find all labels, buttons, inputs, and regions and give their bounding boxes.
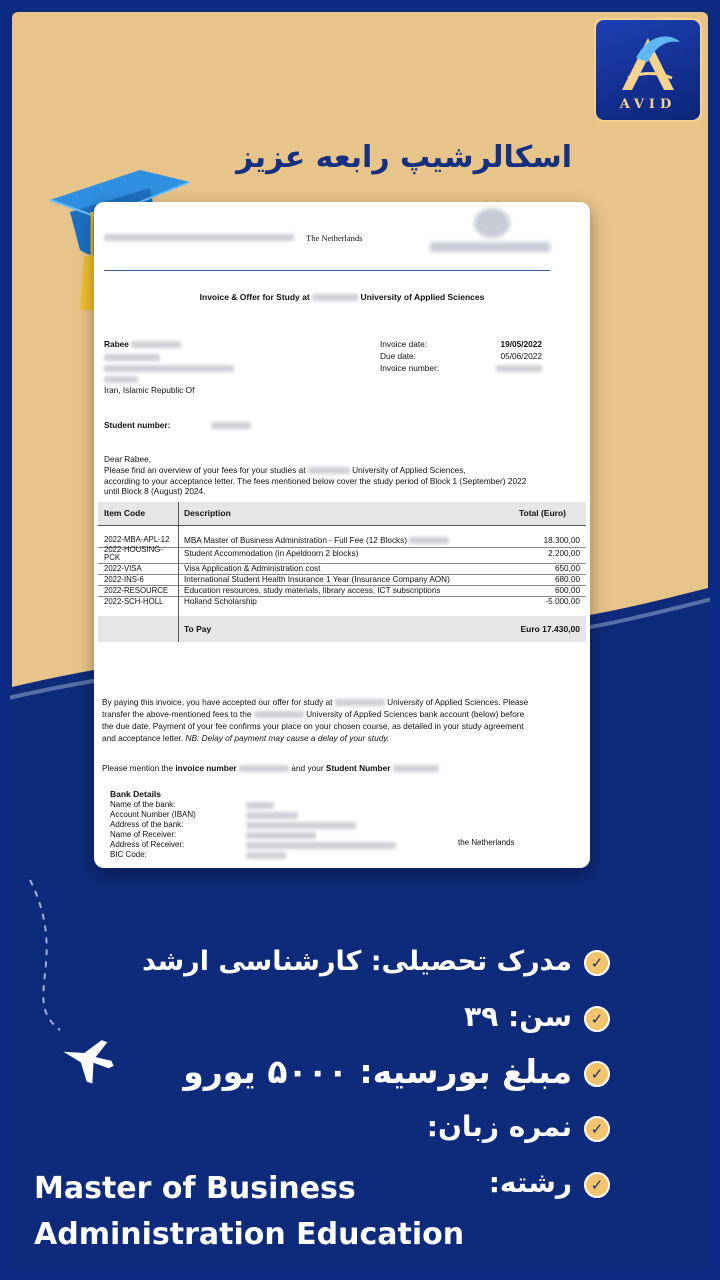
redacted-bank-values <box>246 800 396 860</box>
major-text: Master of Business Administration Education <box>34 1171 465 1252</box>
logo-text: AVID <box>619 97 677 112</box>
table-row-desc: Student Accommodation (in Apeldoorn 2 blocks) <box>184 549 359 558</box>
airplane-icon <box>56 1030 116 1090</box>
meta-label: Invoice date: <box>380 339 428 349</box>
meta-label: Due date: <box>380 351 416 361</box>
table-row-amount: 680,00 <box>554 575 580 584</box>
student-number-label: Student number: <box>104 420 251 431</box>
bank-label: Name of Receiver: <box>110 830 177 839</box>
total-value: Euro 17.430,00 <box>520 624 580 634</box>
table-row-code: 2022-HOUSING-PCK <box>104 545 163 563</box>
recipient-country: Iran, Islamic Republic Of <box>104 385 195 395</box>
logo-bird-icon <box>614 28 684 98</box>
table-row-amount: 650,00 <box>554 564 580 573</box>
meta-value-redacted <box>474 363 542 374</box>
table-row-desc: Holland Scholarship <box>184 597 257 606</box>
age-text: سن: ۳۹ <box>464 1000 572 1033</box>
table-row-code: 2022-VISA <box>104 564 142 573</box>
university-crest <box>474 208 510 238</box>
total-label: To Pay <box>184 624 212 634</box>
meta-value: 19/05/2022 <box>500 339 542 349</box>
intro-paragraph: Dear Rabee, Please find an overview of your fees for your studies at University of Applied Sciences, according to your acceptance letter. The fees mentioned below cover the study period of Block 1 (September) 2022 until Block 8 (August) 2024. <box>104 454 527 497</box>
col-description: Description <box>184 508 231 518</box>
invoice-document <box>94 202 590 868</box>
meta-label: Invoice number: <box>380 363 440 373</box>
recipient-name: Rabee <box>104 339 181 350</box>
language-text: نمره زبان: <box>426 1110 572 1143</box>
table-row-code: 2022-INS-6 <box>104 575 144 584</box>
redacted-address-lines <box>104 352 234 384</box>
check-circle-icon: ✓ <box>584 950 610 976</box>
avid-logo <box>594 18 702 122</box>
check-circle-icon: ✓ <box>584 1116 610 1142</box>
invoice-title: Invoice & Offer for Study at University of Applied Sciences <box>199 292 485 302</box>
bank-label: Address of the bank: <box>110 820 184 829</box>
check-circle-icon: ✓ <box>584 1172 610 1198</box>
university-name-logo <box>430 242 550 252</box>
meta-value: 05/06/2022 <box>500 351 542 361</box>
table-row-amount: -5.000,00 <box>545 597 580 606</box>
header-rule <box>104 270 550 271</box>
payment-paragraph: By paying this invoice, you have accepted our offer for study at University of Applied Sciences. Please transfer the above-mentioned fees to the University of Applied Sciences bank account (below) before the due date. Payment of your fee confirms your place on your chosen course, as detailed in your study agreement and acceptance letter. NB: Delay of payment may cause a delay of your study. <box>102 697 529 744</box>
table-row-desc: MBA Master of Business Administration - Full Fee (12 Blocks) <box>184 536 449 547</box>
table-row-code: 2022-MBA-APL-12 <box>104 535 170 544</box>
degree-text: مدرک تحصیلی: کارشناسی ارشد <box>142 946 572 977</box>
col-total: Total (Euro) <box>518 508 566 518</box>
major-label: رشته: <box>488 1166 572 1199</box>
check-circle-icon: ✓ <box>584 1006 610 1032</box>
table-row-desc: International Student Health Insurance 1 Year (Insurance Company AON) <box>184 575 450 584</box>
table-row-amount: 600,00 <box>554 586 580 595</box>
bank-label: Account Number (IBAN) <box>110 810 196 819</box>
bank-details-title: Bank Details <box>110 789 162 799</box>
bank-label: Name of the bank: <box>110 800 176 809</box>
redacted-address <box>104 232 294 243</box>
col-item-code: Item Code <box>104 508 146 518</box>
table-row-code: 2022-RESOURCE <box>104 586 169 595</box>
mention-line: Please mention the invoice number and your Student Number <box>102 763 439 774</box>
table-row-desc: Education resources, study materials, library access, ICT subscriptions <box>184 586 441 595</box>
bank-label: Address of Receiver: <box>110 840 185 849</box>
table-row-code: 2022-SCH-HOLL <box>104 597 164 606</box>
bank-country: the Netherlands <box>458 838 515 847</box>
check-circle-icon: ✓ <box>584 1061 610 1087</box>
table-column-divider <box>178 502 179 642</box>
page-title: اسکالرشیپ رابعه عزیز <box>236 140 572 175</box>
table-row-amount: 2.200,00 <box>548 549 580 558</box>
table-row-desc: Visa Application & Administration cost <box>184 564 321 573</box>
table-row-amount: 18.300,00 <box>543 536 580 545</box>
doc-country-header: The Netherlands <box>306 233 363 243</box>
bank-label: BIC Code: <box>110 850 147 859</box>
amount-text: مبلغ بورسیه: ۵۰۰۰ یورو <box>183 1052 572 1091</box>
